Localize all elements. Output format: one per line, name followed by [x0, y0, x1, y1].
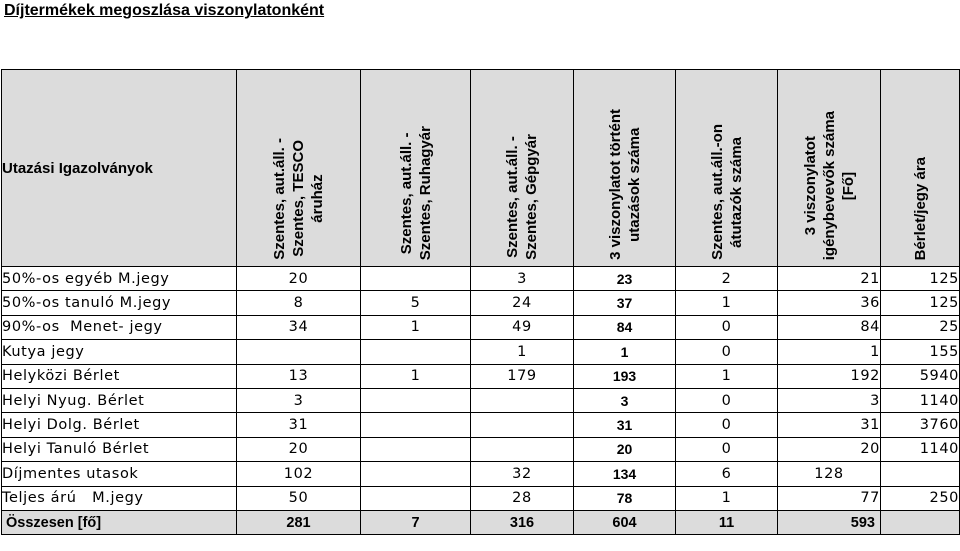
table-cell: 1 — [471, 340, 574, 364]
total-cell: 593 — [778, 510, 881, 534]
table-cell: 134 — [574, 462, 676, 486]
table-cell: 20 — [778, 437, 881, 461]
table-cell — [471, 413, 574, 437]
table-cell — [471, 388, 574, 412]
table-cell: 0 — [676, 315, 778, 339]
table-cell: 50 — [237, 486, 361, 510]
table-cell: 193 — [574, 364, 676, 388]
table-cell: 5940 — [881, 364, 960, 388]
total-cell: 316 — [471, 510, 574, 534]
table-row — [2, 340, 960, 364]
total-cell: 604 — [574, 510, 676, 534]
col-header-6 — [778, 70, 881, 267]
col-header-1 — [237, 70, 361, 267]
table-cell: 25 — [881, 315, 960, 339]
col-header-1-text: Szentes, aut.áll. - Szentes, TESCO áruház — [271, 138, 326, 260]
row-label: 50%-os egyéb M.jegy — [2, 267, 237, 291]
table-row — [2, 437, 960, 461]
table-cell: 1 — [361, 315, 471, 339]
table-cell: 84 — [574, 315, 676, 339]
table-cell — [361, 267, 471, 291]
table-cell: 1 — [778, 340, 881, 364]
table-cell: 1 — [676, 291, 778, 315]
table-row — [2, 462, 960, 486]
col-header-7 — [881, 70, 960, 267]
distribution-table — [1, 69, 960, 535]
table-cell: 49 — [471, 315, 574, 339]
row-label: Díjmentes utasok — [2, 462, 237, 486]
table-row — [2, 388, 960, 412]
table-cell: 128 — [778, 462, 881, 486]
total-label: Összesen [fő] — [2, 510, 237, 534]
table-cell: 3 — [471, 267, 574, 291]
table-cell: 3 — [237, 388, 361, 412]
col-header-7-text: Bérlet/jegy ára — [911, 156, 929, 260]
table-row — [2, 291, 960, 315]
col-header-2 — [361, 70, 471, 267]
table-cell: 34 — [237, 315, 361, 339]
table-cell: 1 — [676, 486, 778, 510]
header-row — [2, 70, 960, 267]
total-row — [2, 510, 960, 534]
table-cell: 192 — [778, 364, 881, 388]
table-cell: 24 — [471, 291, 574, 315]
table-cell: 32 — [471, 462, 574, 486]
col-header-6-text: 3 viszonylatot igénybevevők száma [Fő] — [801, 110, 857, 260]
table-cell — [361, 413, 471, 437]
table-cell: 8 — [237, 291, 361, 315]
table-cell: 31 — [237, 413, 361, 437]
table-row — [2, 413, 960, 437]
table-cell: 77 — [778, 486, 881, 510]
table-cell: 31 — [574, 413, 676, 437]
table-cell: 23 — [574, 267, 676, 291]
table-cell: 102 — [237, 462, 361, 486]
total-cell: 11 — [676, 510, 778, 534]
row-label: Teljes árú M.jegy — [2, 486, 237, 510]
table-cell — [361, 462, 471, 486]
table-cell: 6 — [676, 462, 778, 486]
total-cell — [881, 510, 960, 534]
table-cell: 1 — [676, 364, 778, 388]
table-cell: 20 — [237, 267, 361, 291]
col-header-2-text: Szentes, aut.áll. - Szentes, Ruhagyár — [397, 125, 434, 260]
col-header-4-text: 3 viszonylatot történt utazások száma — [606, 109, 643, 260]
table-cell — [471, 437, 574, 461]
table-cell: 3 — [778, 388, 881, 412]
col-header-4 — [574, 70, 676, 267]
table-cell: 78 — [574, 486, 676, 510]
table-cell: 0 — [676, 340, 778, 364]
table-cell: 28 — [471, 486, 574, 510]
table-cell: 179 — [471, 364, 574, 388]
table-cell: 0 — [676, 413, 778, 437]
table-cell: 125 — [881, 291, 960, 315]
table-cell — [237, 340, 361, 364]
table-cell: 1 — [361, 364, 471, 388]
table-row — [2, 364, 960, 388]
table-cell: 31 — [778, 413, 881, 437]
table-cell: 5 — [361, 291, 471, 315]
col-header-3 — [471, 70, 574, 267]
row-label: Kutya jegy — [2, 340, 237, 364]
header-label: Utazási Igazolványok — [2, 70, 237, 267]
table-cell: 21 — [778, 267, 881, 291]
row-label: 90%-os Menet- jegy — [2, 315, 237, 339]
col-header-5 — [676, 70, 778, 267]
table-cell: 0 — [676, 388, 778, 412]
col-header-5-text: Szentes, aut.áll.-on átutazók száma — [708, 124, 745, 260]
total-cell: 281 — [237, 510, 361, 534]
table-cell — [881, 462, 960, 486]
col-header-3-text: Szentes, aut.áll. - Szentes, Gépgyár — [504, 134, 540, 260]
table-row — [2, 267, 960, 291]
table-cell: 1140 — [881, 437, 960, 461]
table-cell — [361, 388, 471, 412]
page-title: Díjtermékek megoszlása viszonylatonként — [4, 2, 325, 19]
table-cell: 36 — [778, 291, 881, 315]
table-cell: 2 — [676, 267, 778, 291]
row-label: 50%-os tanuló M.jegy — [2, 291, 237, 315]
table-cell: 13 — [237, 364, 361, 388]
table-cell — [361, 486, 471, 510]
row-label: Helyi Dolg. Bérlet — [2, 413, 237, 437]
table-row — [2, 315, 960, 339]
row-label: Helyi Tanuló Bérlet — [2, 437, 237, 461]
table-cell: 155 — [881, 340, 960, 364]
table-cell: 20 — [237, 437, 361, 461]
table-cell: 37 — [574, 291, 676, 315]
total-cell: 7 — [361, 510, 471, 534]
table-cell — [361, 437, 471, 461]
table-cell: 84 — [778, 315, 881, 339]
table-cell: 250 — [881, 486, 960, 510]
table-cell: 125 — [881, 267, 960, 291]
table-cell: 3 — [574, 388, 676, 412]
table-cell: 1 — [574, 340, 676, 364]
row-label: Helyi Nyug. Bérlet — [2, 388, 237, 412]
table-row — [2, 486, 960, 510]
table-cell: 0 — [676, 437, 778, 461]
table-cell: 1140 — [881, 388, 960, 412]
table-cell — [361, 340, 471, 364]
row-label: Helyközi Bérlet — [2, 364, 237, 388]
table-cell: 20 — [574, 437, 676, 461]
table-cell: 3760 — [881, 413, 960, 437]
